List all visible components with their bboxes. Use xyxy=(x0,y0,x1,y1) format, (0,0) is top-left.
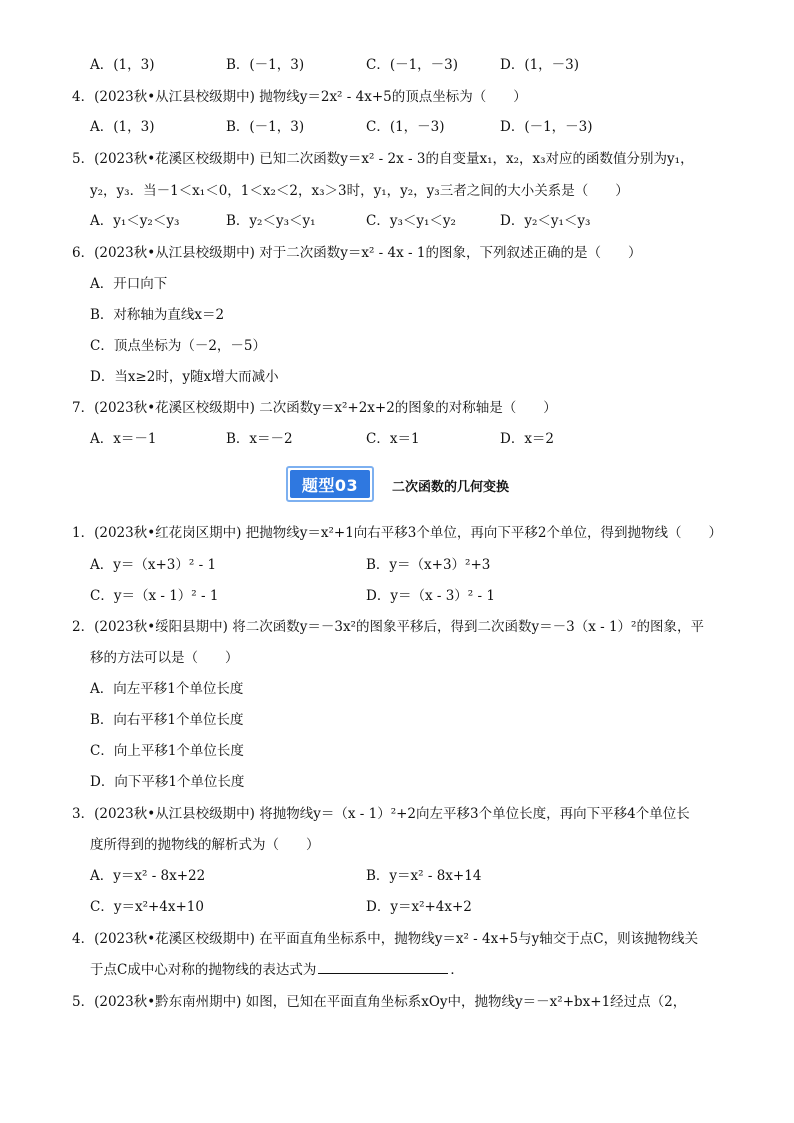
option-a: A．y₁＜y₂＜y₃ xyxy=(90,213,180,229)
option-d: D．向下平移1个单位长度 xyxy=(90,774,245,790)
question-stem: 7．(2023秋•花溪区校级期中) 二次函数y＝x²+2x+2的图象的对称轴是（ ） xyxy=(72,400,557,416)
option-c: C．y＝x²+4x+10 xyxy=(90,899,204,915)
option-d: D．y₂＜y₁＜y₃ xyxy=(500,213,591,229)
question-stem-cont: y₂，y₃．当－1＜x₁＜0，1＜x₂＜2，x₃＞3时，y₁，y₂，y₃三者之间的大小关系是（ ） xyxy=(90,183,629,199)
option-a: A．向左平移1个单位长度 xyxy=(90,681,244,697)
question-stem: 1．(2023秋•红花岗区期中) 把抛物线y＝x²+1向右平移3个单位，再向下平移2个单位，得到抛物线（ ） xyxy=(72,525,722,541)
section-badge xyxy=(286,466,374,502)
option-a: A．y＝x² - 8x+22 xyxy=(90,868,206,884)
option-d: D．x＝2 xyxy=(500,431,555,447)
option-a: A．(1，3) xyxy=(90,119,155,135)
option-b: B．(－1，3) xyxy=(226,119,305,135)
option-c: C．顶点坐标为（－2，－5） xyxy=(90,338,267,354)
question-stem-cont: 度所得到的抛物线的解析式为（ ） xyxy=(90,837,320,853)
option-d: D．当x≥2时，y随x增大而减小 xyxy=(90,369,279,385)
option-a: A．y＝（x+3）² - 1 xyxy=(90,557,217,573)
option-d: D．y＝（x - 3）² - 1 xyxy=(366,588,495,604)
option-d: D．(1，－3) xyxy=(500,57,580,73)
option-c: C．向上平移1个单位长度 xyxy=(90,743,244,759)
option-a: A．(1，3) xyxy=(90,57,155,73)
option-b: B．y₂＜y₃＜y₁ xyxy=(226,213,316,229)
option-b: B．x＝－2 xyxy=(226,431,293,447)
question-stem: 4．(2023秋•花溪区校级期中) 在平面直角坐标系中，抛物线y＝x² - 4x+5与y轴交于点C，则该抛物线关 xyxy=(72,931,699,947)
stem-text: 于点C成中心对称的抛物线的表达式为 xyxy=(90,962,317,978)
option-d: D．y＝x²+4x+2 xyxy=(366,899,472,915)
option-b: B．向右平移1个单位长度 xyxy=(90,712,244,728)
section-title: 二次函数的几何变换 xyxy=(392,480,510,495)
question-stem: 2．(2023秋•绥阳县期中) 将二次函数y＝－3x²的图象平移后，得到二次函数y＝－3（x - 1）²的图象，平 xyxy=(72,619,704,635)
question-stem: 5．(2023秋•黔东南州期中) 如图，已知在平面直角坐标系xOy中，抛物线y＝－x²+bx+1经过点（2， xyxy=(72,994,687,1010)
question-stem: 6．(2023秋•从江县校级期中) 对于二次函数y＝x² - 4x - 1的图象，下列叙述正确的是（ ） xyxy=(72,245,642,261)
option-a: A．开口向下 xyxy=(90,276,168,292)
question-stem-cont: 移的方法可以是（ ） xyxy=(90,650,239,666)
option-c: C．x＝1 xyxy=(366,431,420,447)
section-badge-label: 题型03 xyxy=(290,470,370,498)
option-c: C．(－1，－3) xyxy=(366,57,459,73)
option-c: C．(1，－3) xyxy=(366,119,445,135)
option-c: C．y₃＜y₁＜y₂ xyxy=(366,213,456,229)
stem-end: ． xyxy=(450,962,464,978)
option-b: B．(－1，3) xyxy=(226,57,305,73)
option-c: C．y＝（x - 1）² - 1 xyxy=(90,588,219,604)
option-b: B．y＝x² - 8x+14 xyxy=(366,868,482,884)
option-b: B．对称轴为直线x＝2 xyxy=(90,307,225,323)
question-stem: 4．(2023秋•从江县校级期中) 抛物线y＝2x² - 4x+5的顶点坐标为（ ） xyxy=(72,89,527,105)
answer-blank[interactable] xyxy=(318,961,448,974)
question-stem-cont xyxy=(90,961,464,979)
question-stem: 5．(2023秋•花溪区校级期中) 已知二次函数y＝x² - 2x - 3的自变量x₁，x₂，x₃对应的函数值分别为y₁， xyxy=(72,151,694,167)
question-stem: 3．(2023秋•从江县校级期中) 将抛物线y＝（x - 1）²+2向左平移3个单位长度，再向下平移4个单位长 xyxy=(72,806,690,822)
option-a: A．x＝－1 xyxy=(90,431,157,447)
option-d: D．(－1，－3) xyxy=(500,119,593,135)
option-b: B．y＝（x+3）²+3 xyxy=(366,557,491,573)
